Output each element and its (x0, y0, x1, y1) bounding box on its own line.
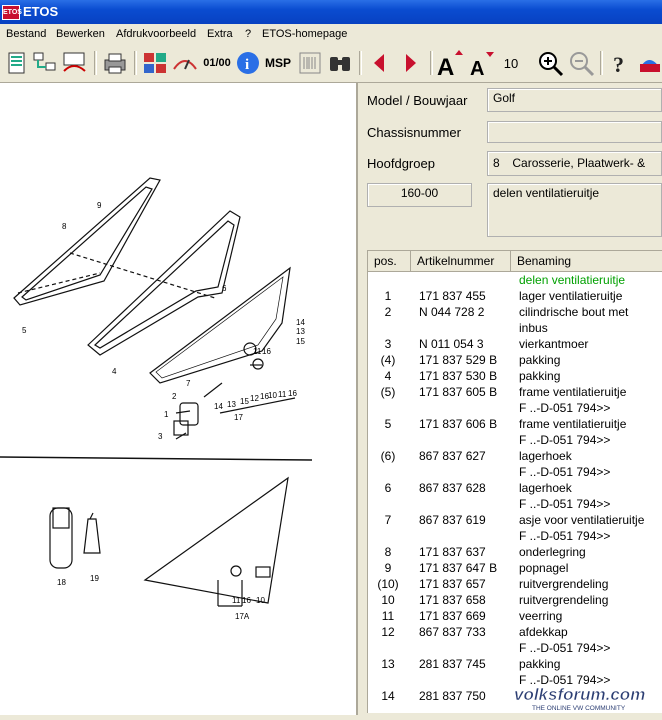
callout-label: 7 (186, 379, 191, 388)
callout-label: 9 (97, 201, 102, 210)
callout-label: 1 (164, 410, 169, 419)
group-field[interactable] (487, 151, 662, 176)
previous-arrow-icon[interactable] (364, 48, 394, 78)
callout-label: 12 (250, 394, 259, 403)
cell-name: F ..-D-051 794>> (519, 529, 611, 543)
volksforum-watermark (512, 684, 660, 712)
table-row[interactable] (368, 560, 662, 576)
cell-article: 171 837 669 (419, 609, 486, 623)
cell-name: pakking (519, 369, 561, 383)
cell-name: onderlegring (519, 545, 586, 559)
cell-pos: 13 (381, 657, 395, 671)
svg-text:i: i (245, 57, 250, 73)
cell-name: vierkantmoer (519, 337, 589, 351)
cell-name: F ..-D-051 794>> (519, 433, 611, 447)
callout-label: 13 (296, 327, 305, 336)
cell-pos: 7 (384, 513, 392, 527)
callout-label: 14 (296, 318, 305, 327)
col-header-article[interactable]: Artikelnummer (411, 251, 511, 271)
table-row[interactable] (368, 432, 662, 448)
cell-name: asje voor ventilatieruitje (519, 513, 645, 527)
callout-label: 6 (222, 284, 227, 293)
cell-pos: 9 (384, 561, 392, 575)
callout-label: 18 (57, 578, 66, 587)
callout-label: 14 (214, 402, 223, 411)
table-row[interactable] (368, 336, 662, 352)
callout-label: 16 (262, 347, 271, 356)
info-icon[interactable] (233, 48, 263, 78)
cell-pos: 10 (381, 593, 395, 607)
group-label: Hoofdgroep (367, 156, 435, 171)
chassis-label: Chassisnummer (367, 125, 461, 140)
subgroup-code-field[interactable]: 160-00 (367, 183, 472, 207)
cell-pos: (10) (377, 577, 399, 591)
table-row[interactable] (368, 512, 662, 528)
menu-bewerken[interactable]: Bewerken (56, 28, 105, 40)
callout-label: 15 (296, 337, 305, 346)
table-row[interactable] (368, 288, 662, 304)
callout-label: 11 (278, 390, 287, 399)
cell-pos: (6) (380, 449, 396, 463)
document-icon[interactable] (2, 48, 32, 78)
group-name: Carosserie, Plaatwerk- & (512, 156, 646, 170)
table-row[interactable] (368, 608, 662, 624)
svg-text:A: A (437, 54, 455, 77)
table-row[interactable] (368, 624, 662, 640)
cell-name: inbus (519, 321, 548, 335)
callout-label: 17A (235, 612, 250, 621)
cell-name: F ..-D-051 794>> (519, 401, 611, 415)
table-row[interactable] (368, 576, 662, 592)
callout-label: 16 (242, 596, 251, 605)
table-row[interactable] (368, 416, 662, 432)
model-field[interactable]: Golf (487, 88, 662, 112)
cell-name: pakking (519, 353, 561, 367)
callout-label: 16 (260, 392, 269, 401)
watermark-brand: volksforum.com (514, 685, 646, 704)
font-size-value: 10 (503, 55, 519, 71)
callout-label: 17 (234, 413, 243, 422)
callout-label: 11 (253, 347, 262, 356)
frame-4-outline (88, 211, 240, 355)
table-row[interactable] (368, 320, 662, 336)
cell-article: 171 837 658 (419, 593, 486, 607)
table-row[interactable] (368, 304, 662, 320)
cell-article: 171 837 530 B (419, 369, 498, 383)
barcode-icon[interactable] (295, 48, 325, 78)
cell-pos: 14 (381, 689, 395, 703)
cell-name: F ..-D-051 794>> (519, 641, 611, 655)
callout-label: 5 (22, 326, 27, 335)
cell-name: frame ventilatieruitje (519, 417, 627, 431)
callout-label: 10 (256, 596, 265, 605)
table-row[interactable] (368, 656, 662, 672)
frame-5-outline (14, 178, 160, 305)
cell-name: lagerhoek (519, 481, 572, 495)
cell-name: veerring (519, 609, 563, 623)
cell-name: cilindrische bout met (519, 305, 629, 319)
counter-button[interactable]: 01/00 (203, 57, 231, 69)
zoom-out-icon[interactable] (566, 48, 596, 78)
graph-edit-icon[interactable] (60, 48, 90, 78)
watermark-tagline: THE ONLINE VW COMMUNITY (532, 705, 626, 712)
callout-label: 11 (232, 596, 241, 605)
cell-article: 171 837 455 (419, 289, 486, 303)
cell-name: ruitvergrendeling (519, 577, 609, 591)
cell-article: N 011 054 3 (419, 337, 484, 351)
cell-name: lagerhoek (519, 449, 572, 463)
cell-article: 171 837 657 (419, 577, 486, 591)
cell-name: frame ventilatieruitje (519, 385, 627, 399)
cell-pos: 11 (381, 609, 395, 623)
chassis-field[interactable] (487, 121, 662, 143)
menu-extra[interactable]: Extra (207, 28, 233, 40)
cell-pos: 2 (384, 305, 392, 319)
cell-article: 171 837 605 B (419, 385, 498, 399)
msp-button[interactable]: MSP (264, 56, 291, 70)
table-row[interactable] (368, 464, 662, 480)
callout-label: 10 (268, 391, 277, 400)
table-row[interactable] (368, 368, 662, 384)
cell-article: 171 837 529 B (419, 353, 498, 367)
cell-article: 281 837 745 (419, 657, 486, 671)
table-row[interactable] (368, 448, 662, 464)
callout-label: 8 (62, 222, 67, 231)
cell-pos: 6 (384, 481, 392, 495)
table-row[interactable] (368, 272, 662, 288)
cell-name: pakking (519, 657, 561, 671)
cell-pos: 8 (384, 545, 392, 559)
callout-label: 3 (158, 432, 163, 441)
cell-article: 171 837 606 B (419, 417, 498, 431)
table-row[interactable] (368, 640, 662, 656)
table-row[interactable] (368, 496, 662, 512)
table-row[interactable] (368, 352, 662, 368)
toolbar (0, 45, 662, 83)
cell-name: afdekkap (519, 625, 568, 639)
title-bar (0, 0, 662, 24)
cell-name: F ..-D-051 794>> (519, 465, 611, 479)
cell-article: 867 837 733 (419, 625, 486, 639)
etos-home-icon[interactable] (634, 48, 662, 78)
table-row[interactable] (368, 592, 662, 608)
cell-article: 171 837 637 (419, 545, 486, 559)
print-icon[interactable] (100, 48, 130, 78)
group-number: 8 (493, 156, 500, 170)
callout-label: 16 (288, 389, 297, 398)
cell-name: ruitvergrendeling (519, 593, 609, 607)
font-increase-icon[interactable] (434, 48, 464, 78)
table-row[interactable] (368, 384, 662, 400)
menu-bar (0, 24, 662, 45)
gauge-icon[interactable] (170, 48, 200, 78)
cell-name: popnagel (519, 561, 569, 575)
menu-afdrukvoorbeeld[interactable]: Afdrukvoorbeeld (116, 28, 197, 40)
callout-label: 15 (240, 397, 249, 406)
table-row[interactable] (368, 480, 662, 496)
table-header (368, 251, 662, 272)
menu-etos-homepage[interactable]: ETOS-homepage (262, 28, 348, 40)
vent-glass-outline (150, 268, 290, 383)
cell-pos: 5 (384, 417, 392, 431)
next-arrow-icon[interactable] (396, 48, 426, 78)
parts-table[interactable] (367, 250, 662, 713)
cell-pos: 3 (384, 337, 392, 351)
menu-help[interactable]: ? (245, 28, 252, 40)
cell-article: 281 837 750 (419, 689, 486, 703)
window-title: ETOS (23, 4, 59, 19)
svg-text:?: ? (613, 52, 624, 76)
cell-pos: 1 (384, 289, 392, 303)
tree-list-icon[interactable] (30, 48, 60, 78)
help-icon[interactable] (605, 48, 635, 78)
font-decrease-icon[interactable] (466, 48, 496, 78)
table-row[interactable] (368, 400, 662, 416)
cell-pos: (5) (380, 385, 396, 399)
binoculars-icon[interactable] (325, 48, 355, 78)
cell-pos: 4 (384, 369, 392, 383)
cell-name: F ..-D-051 794>> (519, 673, 611, 687)
cell-name: F ..-D-051 794>> (519, 497, 611, 511)
callout-label: 2 (172, 392, 177, 401)
cell-article: N 044 728 2 (419, 305, 485, 319)
callout-label: 13 (227, 400, 236, 409)
callout-label: 19 (90, 574, 99, 583)
grid-view-icon[interactable] (140, 48, 170, 78)
table-row[interactable] (368, 544, 662, 560)
cell-name: lager ventilatieruitje (519, 289, 623, 303)
cell-name: delen ventilatieruitje (519, 273, 626, 287)
etos-logo-icon: ETOS (2, 5, 20, 20)
table-row[interactable] (368, 528, 662, 544)
col-header-name[interactable]: Benaming (517, 254, 572, 268)
subgroup-name-field[interactable]: delen ventilatieruitje (487, 183, 662, 237)
parts-drawing[interactable] (0, 83, 358, 715)
cell-article: 171 837 647 B (419, 561, 498, 575)
col-header-pos[interactable]: pos. (368, 251, 411, 271)
menu-bestand[interactable]: Bestand (6, 28, 47, 40)
callout-label: 4 (112, 367, 117, 376)
cell-article: 867 837 628 (419, 481, 486, 495)
model-label: Model / Bouwjaar (367, 93, 468, 108)
lower-glass-outline (145, 478, 288, 603)
cell-pos: 12 (381, 625, 395, 639)
cell-article: 867 837 619 (419, 513, 486, 527)
svg-text:A: A (470, 58, 485, 77)
cell-pos: (4) (380, 353, 396, 367)
cell-article: 867 837 627 (419, 449, 486, 463)
zoom-in-icon[interactable] (535, 48, 565, 78)
